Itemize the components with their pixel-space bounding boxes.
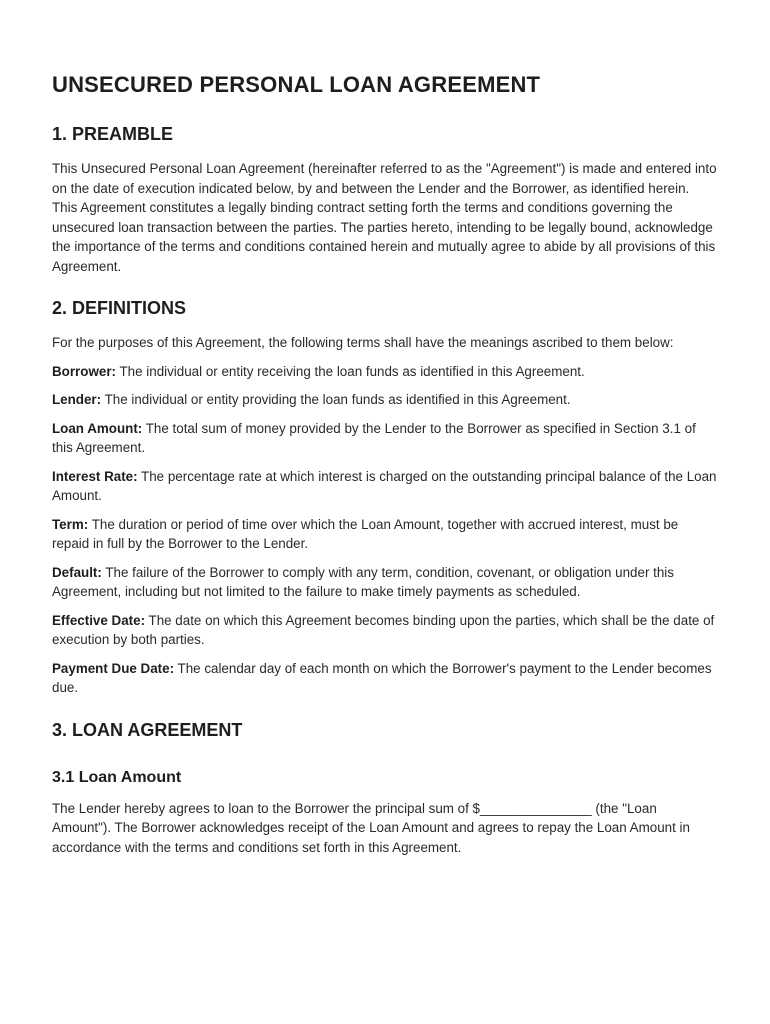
definition-borrower bbox=[52, 362, 718, 382]
definitions-section bbox=[52, 298, 718, 698]
definitions-heading: 2. DEFINITIONS bbox=[52, 298, 187, 318]
definition-loan-amount bbox=[52, 419, 718, 458]
loan-amount-heading: 3.1 Loan Amount bbox=[52, 768, 182, 786]
loan-amount-subsection bbox=[52, 769, 718, 858]
preamble-heading: 1. PREAMBLE bbox=[52, 124, 174, 144]
document-title: UNSECURED PERSONAL LOAN AGREEMENT bbox=[52, 72, 541, 97]
definition-text: The percentage rate at which interest is charged on the outstanding principal balance of the Loan Amount. bbox=[52, 468, 717, 503]
definition-text: The individual or entity providing the loan funds as identified in this Agreement. bbox=[101, 392, 571, 407]
loan-agreement-section bbox=[52, 720, 718, 858]
definition-effective-date bbox=[52, 611, 718, 650]
definition-term: Loan Amount: bbox=[52, 420, 143, 436]
definition-text: The total sum of money provided by the Lender to the Borrower as specified in Section 3.1 of this Agreement. bbox=[52, 420, 696, 455]
definition-term: Borrower: bbox=[52, 363, 116, 379]
loan-agreement-heading: 3. LOAN AGREEMENT bbox=[52, 719, 243, 740]
definition-text: The duration or period of time over which the Loan Amount, together with accrued interest, must be repaid in full by the Borrower to the Lender. bbox=[52, 516, 679, 551]
definition-term: Payment Due Date: bbox=[52, 660, 175, 676]
definitions-intro: For the purposes of this Agreement, the following terms shall have the meanings ascribed to them below: bbox=[52, 335, 674, 350]
definition-term: Lender: bbox=[52, 392, 102, 407]
definition-term: Effective Date: bbox=[52, 612, 146, 628]
definition-lender bbox=[52, 390, 718, 410]
definition-interest-rate bbox=[52, 467, 718, 506]
definition-text: The calendar day of each month on which the Borrower's payment to the Lender becomes due. bbox=[52, 660, 712, 695]
preamble-section bbox=[52, 124, 718, 276]
definition-default bbox=[52, 563, 718, 602]
definition-text: The failure of the Borrower to comply with any term, condition, covenant, or obligation under this Agreement, including but not limited to the failure to make timely payments as scheduled. bbox=[52, 564, 674, 599]
definition-text: The individual or entity receiving the loan funds as identified in this Agreement. bbox=[116, 363, 585, 379]
definition-term-period bbox=[52, 515, 718, 554]
definition-payment-due-date bbox=[52, 659, 718, 698]
definition-term: Default: bbox=[52, 564, 102, 580]
definition-term: Interest Rate: bbox=[52, 468, 138, 484]
definition-term: Term: bbox=[52, 516, 89, 532]
loan-amount-text: The Lender hereby agrees to loan to the Borrower the principal sum of $_______________ (the "Loan Amount"). The Borrower acknowledges receipt of the Loan Amount and agrees to repay the Loan Amount in accordance with the terms and conditions set forth in this Agreement. bbox=[52, 800, 690, 855]
preamble-text: This Unsecured Personal Loan Agreement (hereinafter referred to as the "Agreement") is made and entered into on the date of execution indicated below, by and between the Lender and the Borrower, as identified herein. This Agreement constitutes a legally binding contract setting forth the terms and conditions governing the unsecured loan transaction between the parties. The parties hereto, intending to be legally bound, acknowledge the importance of the terms and conditions contained herein and mutually agree to abide by all provisions of this Agreement. bbox=[52, 161, 717, 274]
definition-text: The date on which this Agreement becomes binding upon the parties, which shall be the date of execution by both parties. bbox=[52, 612, 715, 647]
